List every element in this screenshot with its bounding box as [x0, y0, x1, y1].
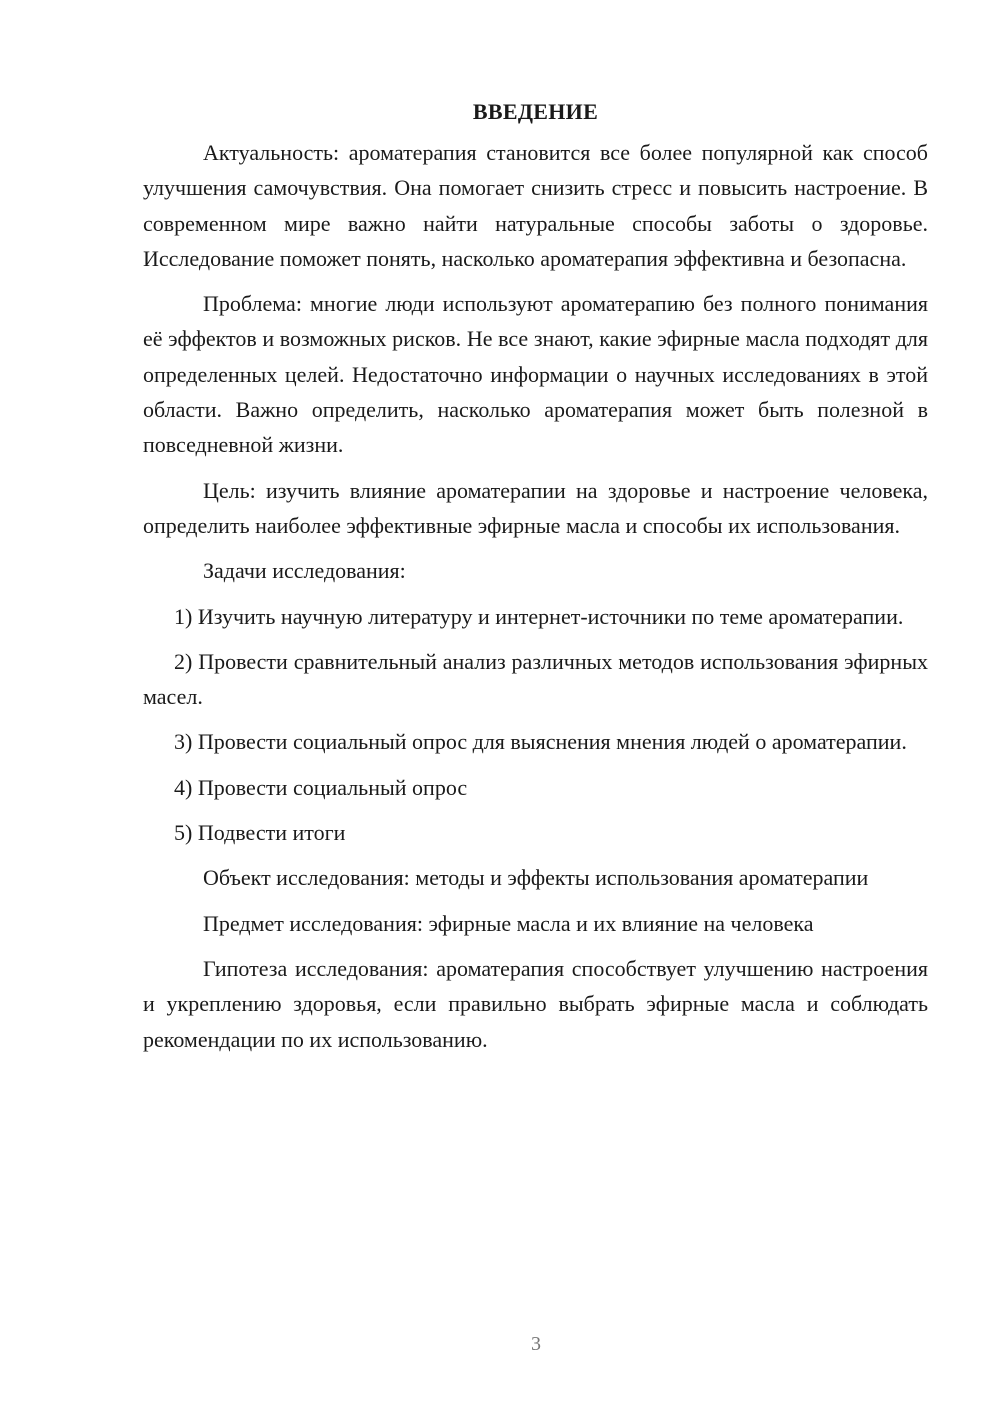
document-page	[143, 94, 928, 1067]
object-paragraph: Объект исследования: методы и эффекты использования ароматерапии	[203, 865, 869, 891]
page-number: 3	[531, 1333, 541, 1355]
task-item-2: 2) Провести сравнительный анализ различных методов использования эфирных масел.	[143, 648, 928, 710]
tasks-heading: Задачи исследования:	[203, 558, 406, 584]
problem-paragraph: Проблема: многие люди используют ароматерапию без полного понимания её эффектов и возможных рисков. Не все знают, какие эфирные масла подходят для определенных целей. Недостаточно информации о научных исследованиях в этой области. Важно определить, насколько ароматерапия может быть полезной в повседневной жизни.	[143, 291, 928, 458]
relevance-paragraph: Актуальность: ароматерапия становится все более популярной как способ улучшения самочувствия. Она помогает снизить стресс и повысить настроение. В современном мире важно найти натуральные способы заботы о здоровье. Исследование поможет понять, насколько ароматерапия эффективна и безопасна.	[143, 140, 928, 271]
goal-paragraph: Цель: изучить влияние ароматерапии на здоровье и настроение человека, определить наиболее эффективные эфирные масла и способы их использования.	[143, 477, 928, 538]
task-item-3: 3) Провести социальный опрос для выяснения мнения людей о ароматерапии.	[174, 729, 907, 755]
task-item-1: 1) Изучить научную литературу и интернет-источники по теме ароматерапии.	[174, 603, 904, 629]
task-item-4: 4) Провести социальный опрос	[174, 774, 468, 800]
subject-paragraph: Предмет исследования: эфирные масла и их влияние на человека	[203, 910, 814, 936]
task-item-5: 5) Подвести итоги	[174, 820, 346, 846]
hypothesis-paragraph: Гипотеза исследования: ароматерапия способствует улучшению настроения и укреплению здоровья, если правильно выбрать эфирные масла и соблюдать рекомендации по их использованию.	[143, 955, 928, 1052]
section-heading: ВВЕДЕНИЕ	[472, 99, 599, 124]
